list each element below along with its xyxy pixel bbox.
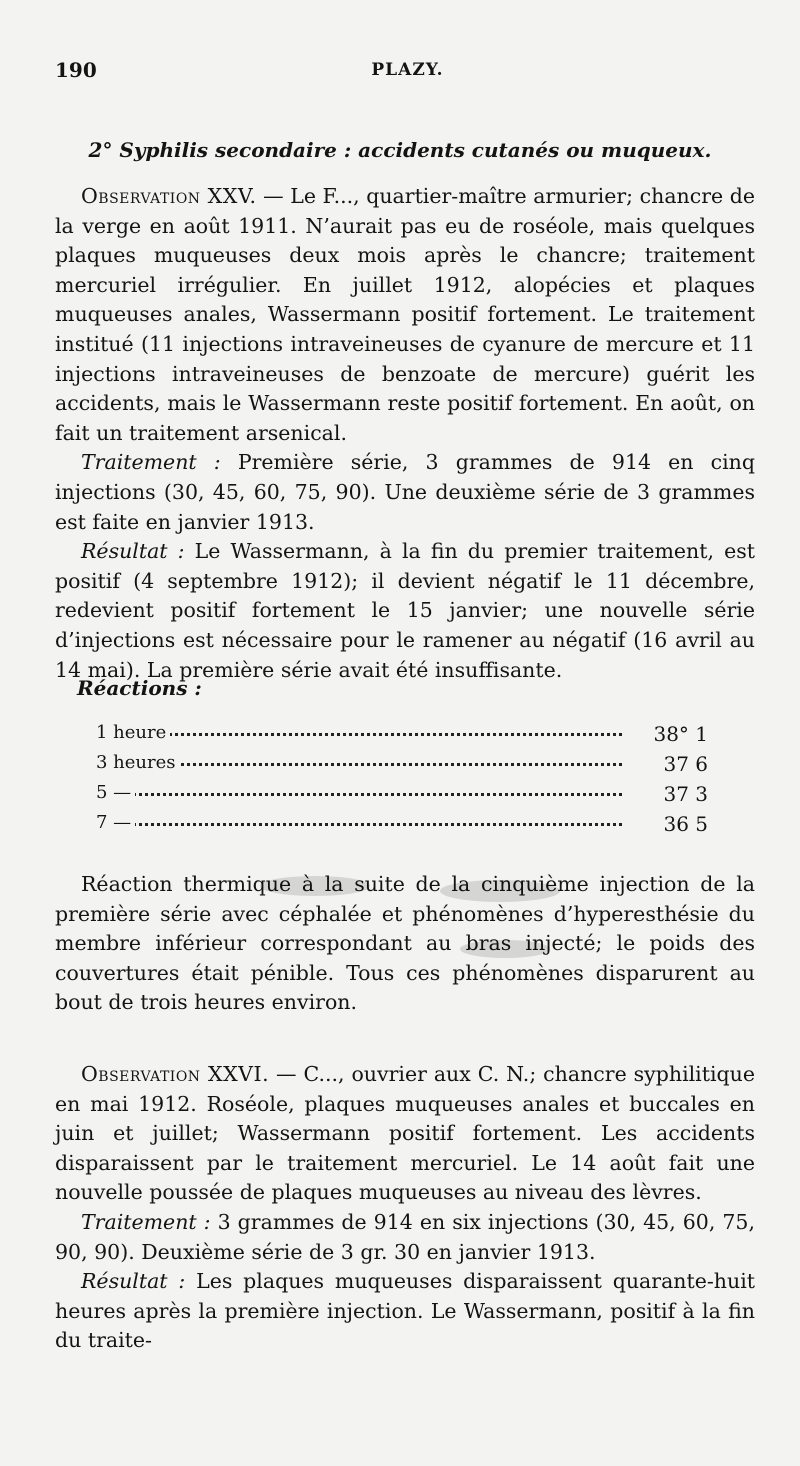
reaction-time: 1 heure — [96, 722, 170, 743]
observation-text: — C..., ouvrier aux C. N.; chancre syphilitique en mai 1912. Roséole, plaques muqueuses anales et buccales en juin et juillet; Wassermann positif fortement. Les accidents disparaissent par le traitement mercuriel. Le 14 août fait une nouvelle poussée de plaques muqueuses au niveau des lèvres. — [55, 1062, 755, 1205]
observation-label: Observation XXVI. — [81, 1062, 270, 1086]
reaction-temp: 37 6 — [638, 752, 708, 776]
observation-26 — [55, 1060, 755, 1356]
resultat-label: Résultat : — [81, 1269, 186, 1294]
section-title: 2° Syphilis secondaire : accidents cutanés ou muqueux. — [88, 138, 712, 162]
reaction-row — [96, 812, 708, 842]
reaction-paragraph — [55, 870, 755, 1018]
observation-text: — Le F..., quartier-maître armurier; chancre de la verge en août 1911. N’aurait pas eu de roséole, mais quelques plaques muqueuses deux mois après le chancre; traitement mercuriel irrégulier. En juillet 1912, alopécies et plaques muqueuses anales, Wassermann positif fortement. Le traitement institué (11 injections intraveineuses de cyanure de mercure et 11 injections intraveineuses de benzoate de mercure) guérit les accidents, mais le Wassermann reste positif fortement. En août, on fait un traitement arsenical. — [55, 184, 755, 445]
dot-leader — [96, 793, 622, 796]
reaction-row — [96, 722, 708, 752]
resultat-text: Le Wassermann, à la fin du premier traitement, est positif (4 septembre 1912); il devient négatif le 11 décembre, redevient positif fortement le 15 janvier; une nouvelle série d’injections est nécessaire pour le ramener au négatif (16 avril au 14 mai). La première série avait été insuffisante. — [55, 539, 755, 682]
reaction-time: 7 — — [96, 812, 135, 833]
observation-label: Observation XXV. — [81, 184, 257, 208]
dot-leader — [96, 733, 622, 736]
reaction-temp: 37 3 — [638, 782, 708, 806]
reactions-table — [96, 722, 708, 842]
reactions-title: Réactions : — [77, 676, 202, 700]
traitement-label: Traitement : — [81, 1209, 211, 1234]
observation-25 — [55, 182, 755, 685]
reaction-time: 3 heures — [96, 752, 180, 773]
dot-leader — [96, 823, 622, 826]
reaction-temp: 36 5 — [638, 812, 708, 836]
ink-smudge — [440, 880, 560, 902]
traitement-text: 3 grammes de 914 en six injections (30, 45, 60, 75, 90, 90). Deuxième série de 3 gr. 30 en janvier 1913. — [55, 1209, 755, 1264]
resultat-text: Les plaques muqueuses disparaissent quarante-huit heures après la première injection. Le Wassermann, positif à la fin du traite- — [55, 1269, 755, 1353]
traitement-label: Traitement : — [81, 450, 221, 475]
page-header — [55, 58, 760, 86]
reaction-temp: 38° 1 — [638, 722, 708, 746]
page-number: 190 — [55, 58, 97, 82]
reaction-text: Réaction thermique à la suite de la cinquième injection de la première série avec céphalée et phénomènes d’hyperesthésie du membre inférieur correspondant au bras injecté; le poids des couvertures était pénible. Tous ces phénomènes disparurent au bout de trois heures environ. — [55, 872, 755, 1015]
resultat-label: Résultat : — [81, 539, 185, 564]
reaction-row — [96, 752, 708, 782]
traitement-text: Première série, 3 grammes de 914 en cinq injections (30, 45, 60, 75, 90). Une deuxième série de 3 grammes est faite en janvier 1913. — [55, 450, 756, 534]
running-title: PLAZY. — [371, 60, 444, 80]
ink-smudge — [460, 940, 550, 958]
reaction-row — [96, 782, 708, 812]
ink-smudge — [260, 876, 370, 896]
reaction-time: 5 — — [96, 782, 135, 803]
